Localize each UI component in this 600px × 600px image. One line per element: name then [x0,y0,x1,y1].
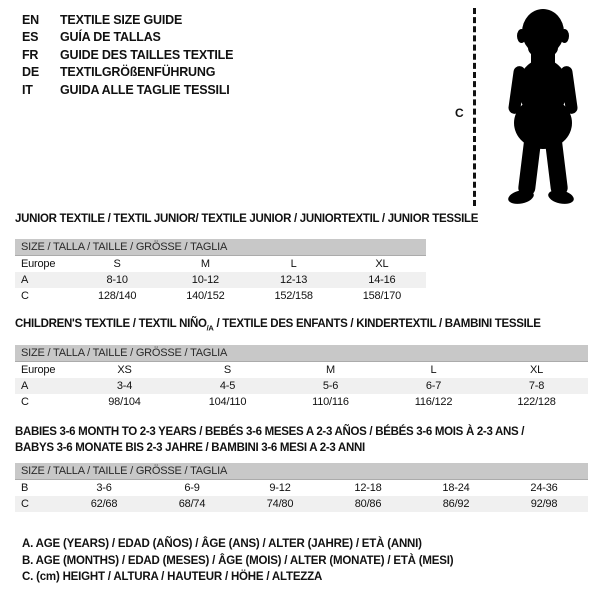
row-label: C [21,498,29,510]
table-row-europe [15,362,588,378]
size-header-bar: SIZE / TALLA / TAILLE / GRÖSSE / TAGLIA [15,345,588,362]
table-row-height [15,288,426,304]
row-label: C [21,290,29,302]
lang-row-de [22,64,233,82]
lang-row-en [22,11,233,29]
title-text: CHILDREN'S TEXTILE / TEXTIL NIÑO [15,318,207,330]
cell: 5-6 [322,380,339,392]
size-header-bar: SIZE / TALLA / TAILLE / GRÖSSE / TAGLIA [15,463,588,480]
cell: 68/74 [178,498,206,510]
cell: 98/104 [108,396,141,408]
cell: L [430,364,437,376]
lang-title: TEXTILGRÖßENFÜHRUNG [60,65,216,80]
cell: 6-9 [184,482,200,494]
lang-row-fr [22,46,233,64]
cell: 104/110 [208,396,247,408]
cell: 12-13 [280,274,308,286]
title-subscript: /A [206,323,214,333]
row-label: C [21,396,29,408]
cell: 86/92 [442,498,470,510]
lang-title: TEXTILE SIZE GUIDE [60,12,183,27]
cell: 152/158 [274,290,313,302]
cell: 14-16 [368,274,396,286]
row-label: Europe [21,258,56,270]
childrens-size-table [15,345,588,410]
cell: 158/170 [362,290,402,302]
cell: M [200,258,210,270]
cell: 62/68 [90,498,118,510]
baby-silhouette-icon [497,6,587,206]
cell: 10-12 [191,274,219,286]
lang-row-es [22,29,233,47]
cell: XL [375,258,389,270]
table-row-age [15,272,426,288]
legend-notes [22,536,453,586]
babies-size-table [15,463,588,512]
row-label: B [21,482,29,494]
babies-table-title [15,424,524,456]
table-row-age [15,378,588,394]
cell: 110/116 [312,396,349,408]
junior-table-title: JUNIOR TEXTILE / TEXTIL JUNIOR/ TEXTILE JUNIOR / JUNIORTEXTIL / JUNIOR TESSILE [15,213,479,225]
cell: L [290,258,297,270]
cell: XS [117,364,132,376]
cell: 92/98 [530,498,558,510]
cell: 18-24 [442,482,470,494]
note-age-years: A. AGE (YEARS) / EDAD (AÑOS) / ÂGE (ANS) / ALTER (JAHRE) / ETÀ (ANNI) [22,538,422,550]
table-row-months [15,480,588,496]
cell: 6-7 [425,380,442,392]
lang-code: IT [22,82,33,97]
table-row-height [15,394,588,410]
lang-code: FR [22,47,39,62]
cell: 140/152 [186,290,225,302]
cell: 3-6 [96,482,112,494]
row-label: Europe [21,364,56,376]
cell: 9-12 [269,482,291,494]
language-heading-block [22,11,233,99]
cell: M [326,364,335,376]
note-height-cm: C. (cm) HEIGHT / ALTURA / HAUTEUR / HÖHE / ALTEZZA [22,571,323,583]
size-header-bar: SIZE / TALLA / TAILLE / GRÖSSE / TAGLIA [15,239,426,256]
lang-code: ES [22,30,39,45]
cell: 24-36 [530,482,558,494]
cell: 3-4 [116,380,133,392]
cell: S [223,364,232,376]
cell: 116/122 [414,396,453,408]
row-label: A [21,274,29,286]
cell: 4-5 [219,380,236,392]
lang-code: DE [22,65,39,80]
cell: 80/86 [354,498,382,510]
table-row-europe [15,256,426,272]
note-age-months: B. AGE (MONTHS) / EDAD (MESES) / ÂGE (MOIS) / ALTER (MONATE) / ETÀ (MESI) [22,554,454,567]
height-c-label: C [455,106,464,120]
cell: S [113,258,121,270]
title-line2: BABYS 3-6 MONATE BIS 2-3 JAHRE / BAMBINI 3-6 MESI A 2-3 ANNI [15,442,365,454]
row-label: A [21,380,29,392]
cell: 12-18 [354,482,382,494]
title-line1: BABIES 3-6 MONTH TO 2-3 YEARS / BEBÉS 3-6 MESES A 2-3 AÑOS / BÉBÉS 3-6 MOIS À 2-3 ANS / [15,426,525,438]
title-text: / TEXTILE DES ENFANTS / KINDERTEXTIL / BAMBINI TESSILE [213,318,541,330]
lang-title: GUIDA ALLE TAGLIE TESSILI [60,82,230,97]
cell: 128/140 [97,290,137,302]
lang-code: EN [22,12,39,27]
height-dashed-line [473,8,476,206]
cell: 8-10 [106,274,128,286]
lang-row-it [22,81,233,99]
cell: 7-8 [528,380,545,392]
cell: 122/128 [517,396,556,408]
junior-size-table [15,239,426,304]
cell: XL [529,364,544,376]
table-row-height [15,496,588,512]
lang-title: GUÍA DE TALLAS [60,30,161,45]
lang-title: GUIDE DES TAILLES TEXTILE [60,47,234,62]
childrens-table-title [15,318,541,332]
cell: 74/80 [266,498,294,510]
